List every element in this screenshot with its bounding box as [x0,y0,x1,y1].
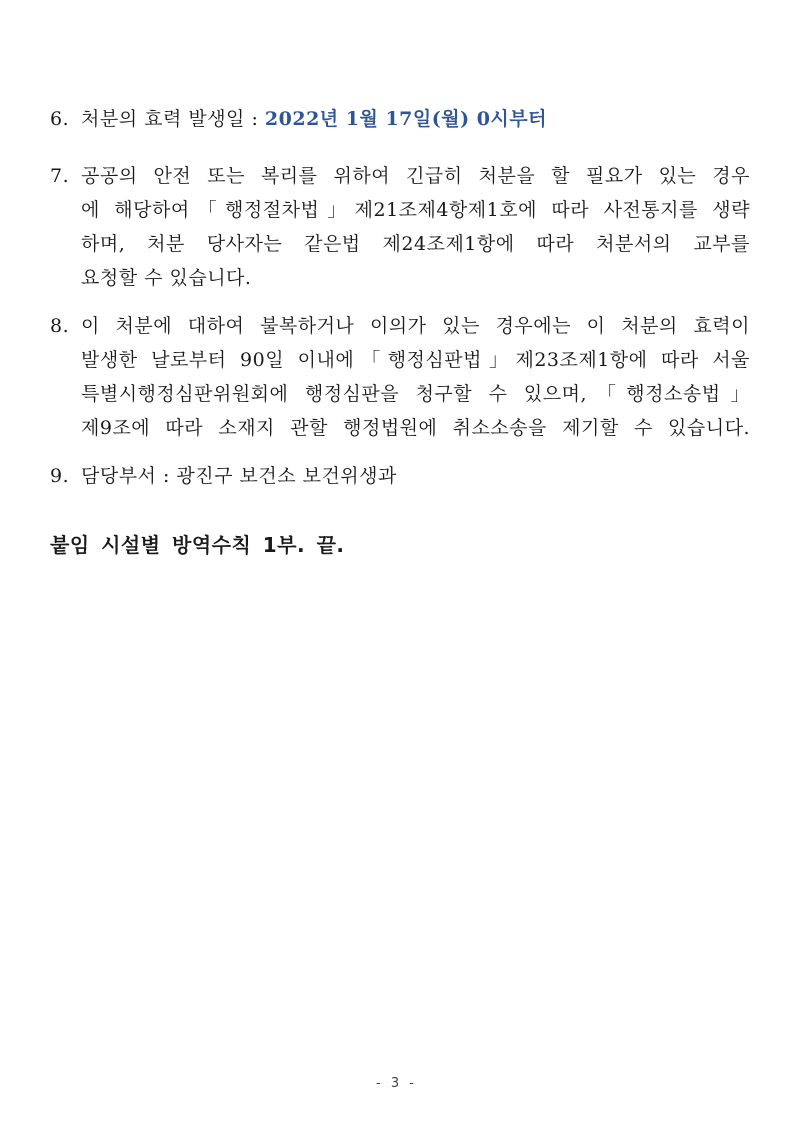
item-6 [50,102,750,136]
item-number: 8. [50,315,70,337]
attachment-note: 붙임 시설별 방역수칙 1부. 끝. [50,533,345,557]
effective-date-value: 2022년 1월 17일(월) 0시부터 [264,108,547,130]
item-text [81,102,750,136]
item-line: 요청할 수 있습니다. [81,267,252,289]
effective-date-label: 처분의 효력 발생일 : [81,108,265,130]
item-line: 에 해당하여「행정절차법」제21조제4항제1호에 따라 사전통지를 생략 [81,199,750,221]
item-line: 공공의 안전 또는 복리를 위하여 긴급히 처분을 할 필요가 있는 경우 [81,165,750,187]
item-7 [50,159,750,295]
item-9 [50,459,750,493]
page-number: - 3 - [376,1076,417,1091]
item-8 [50,309,750,445]
item-number: 9. [50,465,70,487]
item-text: 담당부서 : 광진구 보건소 보건위생과 [81,465,397,487]
item-number: 7. [50,165,70,187]
item-line: 이 처분에 대하여 불복하거나 이의가 있는 경우에는 이 처분의 효력이 [81,315,750,337]
item-line: 제9조에 따라 소재지 관할 행정법원에 취소소송을 제기할 수 있습니다. [81,417,750,439]
item-line: 특별시행정심판위원회에 행정심판을 청구할 수 있으며,「행정소송법」 [81,383,750,405]
item-line: 하며, 처분 당사자는 같은법 제24조제1항에 따라 처분서의 교부를 [81,233,750,255]
item-line: 발생한 날로부터 90일 이내에「행정심판법」제23조제1항에 따라 서울 [81,349,750,371]
item-number: 6. [50,108,70,130]
